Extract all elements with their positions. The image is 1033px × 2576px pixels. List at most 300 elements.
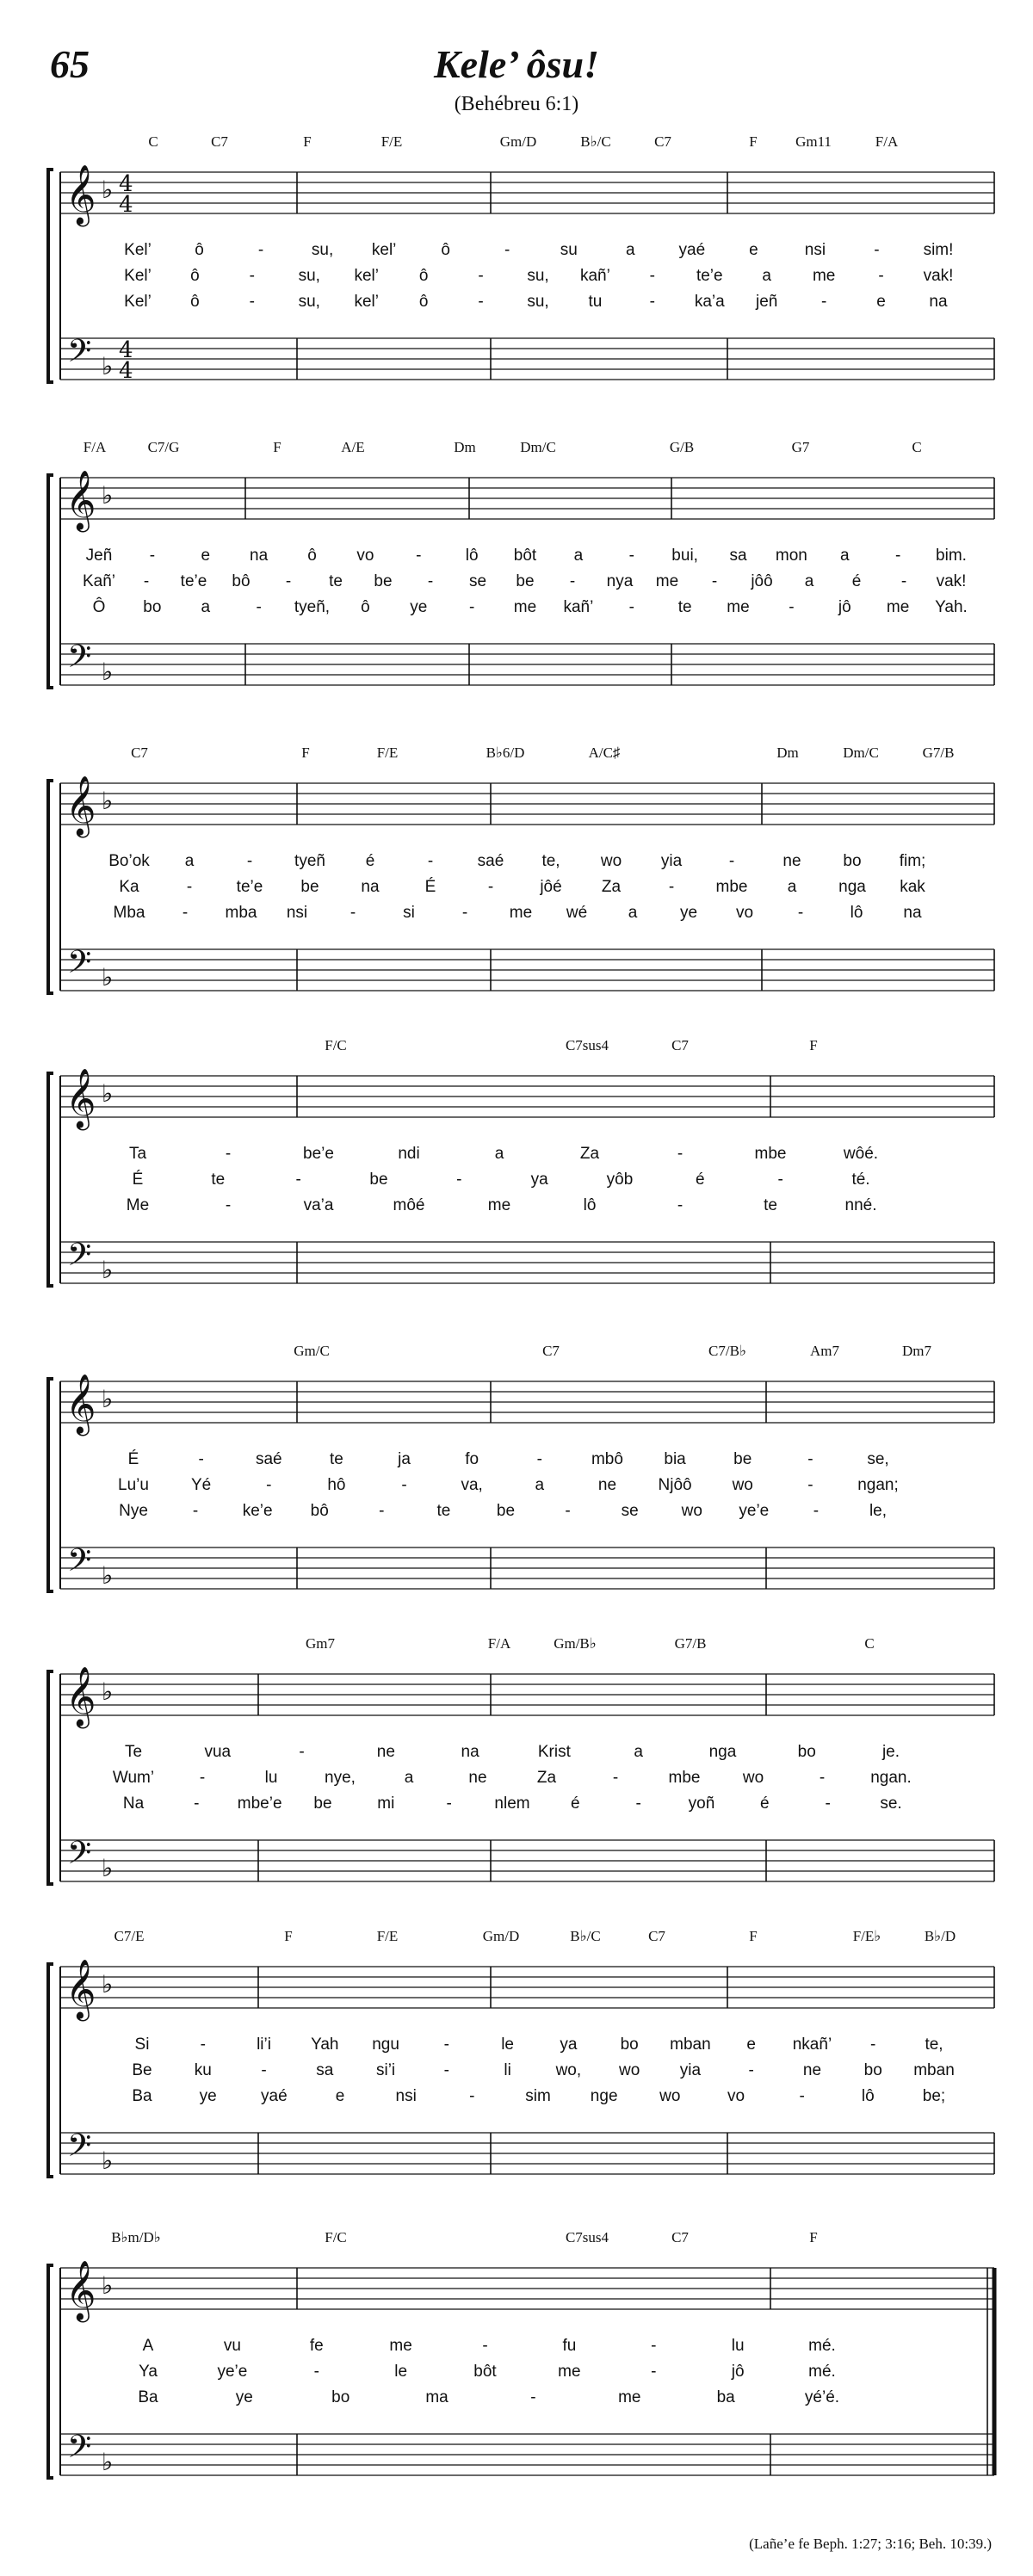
- syllable-hyphen: -: [182, 904, 189, 922]
- syllable-hyphen: -: [246, 852, 253, 870]
- lyric-syllable: Ô: [92, 598, 106, 616]
- lyric-syllable: le,: [869, 1502, 888, 1520]
- lyric-syllable: ye: [199, 2087, 217, 2105]
- lyric-syllable: e: [201, 547, 211, 565]
- syllable-hyphen: -: [530, 2388, 536, 2406]
- lyric-syllable: ô: [361, 598, 370, 616]
- lyric-syllable: le: [394, 2363, 408, 2381]
- chord-symbol: C7: [131, 744, 148, 761]
- lyric-syllable: ye: [235, 2388, 253, 2406]
- syllable-hyphen: -: [799, 2087, 805, 2105]
- lyric-syllable: nga: [838, 878, 866, 896]
- lyric-syllable: té.: [851, 1171, 870, 1189]
- hymn-number: 65: [50, 42, 90, 86]
- lyric-syllable: tyeñ: [294, 852, 325, 870]
- lyric-syllable: nkañ’: [792, 2035, 832, 2054]
- lyric-syllable: nsi: [804, 241, 826, 259]
- key-flat-icon: ♭: [102, 1970, 114, 1998]
- lyric-verse-3: [0, 904, 1033, 926]
- chord-symbol: F: [749, 1928, 758, 1944]
- lyric-syllable: sa: [316, 2061, 334, 2079]
- syllable-hyphen: -: [711, 572, 718, 590]
- lyric-syllable: me: [886, 598, 910, 616]
- syllable-hyphen: -: [186, 878, 193, 896]
- lyric-syllable: Bo’ok: [108, 852, 150, 870]
- syllable-hyphen: -: [446, 1795, 452, 1813]
- lyric-syllable: vo: [356, 547, 374, 565]
- lyric-syllable: va’a: [303, 1196, 334, 1214]
- lyric-syllable: É: [127, 1450, 139, 1468]
- lyric-syllable: É: [424, 878, 436, 896]
- lyric-syllable: fu: [562, 2337, 577, 2355]
- lyric-syllable: ka’a: [694, 293, 725, 311]
- syllable-hyphen: -: [149, 547, 156, 565]
- treble-clef-icon: 𝄞: [65, 1374, 96, 1434]
- lyric-syllable: ya: [560, 2035, 578, 2054]
- lyric-syllable: ne: [468, 1769, 487, 1787]
- lyric-syllable: Za: [579, 1145, 600, 1163]
- lyric-syllable: nya: [606, 572, 634, 590]
- key-flat-icon: ♭: [102, 787, 114, 815]
- lyric-syllable: wé: [566, 904, 588, 922]
- system-4: [0, 1037, 1033, 1313]
- lyric-syllable: te’e: [180, 572, 207, 590]
- lyric-syllable: a: [626, 241, 635, 259]
- treble-clef-icon: 𝄞: [65, 1959, 96, 2019]
- syllable-hyphen: -: [878, 267, 884, 285]
- lyric-syllable: mba: [225, 904, 257, 922]
- lyric-syllable: ja: [398, 1450, 411, 1468]
- key-flat-icon: ♭: [102, 1256, 114, 1284]
- chord-symbol: C7: [648, 1928, 665, 1944]
- lyric-syllable: le: [501, 2035, 515, 2054]
- lyric-syllable: ô: [195, 241, 204, 259]
- chord-symbol: C7sus4: [565, 1037, 609, 1053]
- lyric-syllable: tyeñ,: [294, 598, 331, 616]
- lyric-syllable: Za: [601, 878, 622, 896]
- lyric-syllable: ma: [425, 2388, 448, 2406]
- lyric-syllable: bo: [797, 1743, 816, 1761]
- lyric-syllable: Yé: [191, 1476, 212, 1494]
- lyric-syllable: ngan.: [870, 1769, 912, 1787]
- lyric-syllable: fe: [309, 2337, 324, 2355]
- lyric-syllable: me: [509, 904, 533, 922]
- lyric-syllable: ye: [410, 598, 428, 616]
- chord-symbol: F/E♭: [852, 1928, 881, 1944]
- lyric-syllable: e: [749, 241, 758, 259]
- lyric-syllable: vua: [204, 1743, 232, 1761]
- treble-clef-icon: 𝄞: [65, 164, 96, 225]
- lyric-syllable: ye’e: [217, 2363, 248, 2381]
- lyric-syllable: a: [787, 878, 797, 896]
- syllable-hyphen: -: [261, 2061, 267, 2079]
- lyric-syllable: lu: [731, 2337, 745, 2355]
- treble-clef-icon: 𝄞: [65, 1068, 96, 1128]
- lyric-syllable: ba: [716, 2388, 735, 2406]
- chord-symbol: F/C: [325, 2229, 347, 2246]
- lyric-verse-2: [0, 2363, 1033, 2385]
- chord-symbol: Gm/B♭: [554, 1635, 597, 1652]
- bass-clef-icon: 𝄢: [67, 1835, 92, 1879]
- lyric-syllable: su,: [527, 293, 549, 311]
- lyric-syllable: te: [329, 572, 343, 590]
- lyric-syllable: Me: [126, 1196, 150, 1214]
- bass-clef-icon: 𝄢: [67, 944, 92, 988]
- hymn-title: Kele’ ôsu!: [433, 42, 600, 86]
- lyric-syllable: su: [560, 241, 578, 259]
- lyric-syllable: sa: [729, 547, 747, 565]
- lyric-verse-1: [0, 2337, 1033, 2359]
- key-flat-icon: ♭: [102, 2271, 114, 2300]
- chord-symbol: Gm11: [795, 133, 832, 150]
- lyric-verse-3: [0, 598, 1033, 621]
- chord-symbol: F/E: [376, 744, 399, 761]
- lyric-syllable: ndi: [398, 1145, 420, 1163]
- lyric-syllable: a: [628, 904, 638, 922]
- lyric-syllable: lô: [850, 904, 863, 922]
- lyric-syllable: É: [132, 1171, 144, 1189]
- lyric-verse-1: [0, 1145, 1033, 1167]
- syllable-hyphen: -: [819, 1769, 826, 1787]
- lyric-syllable: ô: [418, 293, 429, 311]
- lyric-syllable: tu: [588, 293, 603, 311]
- lyric-syllable: Njôô: [658, 1476, 692, 1494]
- lyric-syllable: a: [535, 1476, 545, 1494]
- lyric-syllable: se: [621, 1502, 639, 1520]
- lyric-syllable: na: [250, 547, 269, 565]
- chord-symbol: C7: [671, 1037, 689, 1053]
- lyric-verse-3: [0, 293, 1033, 315]
- lyric-syllable: vu: [223, 2337, 241, 2355]
- syllable-hyphen: -: [266, 1476, 272, 1494]
- lyric-syllable: Yah.: [935, 598, 968, 616]
- lyric-syllable: su,: [298, 293, 320, 311]
- chord-symbol: F: [749, 133, 758, 150]
- key-flat-icon: ♭: [102, 1079, 114, 1108]
- syllable-hyphen: -: [199, 1769, 206, 1787]
- lyric-syllable: si’i: [375, 2061, 396, 2079]
- lyric-syllable: na: [929, 293, 948, 311]
- lyric-syllable: mbe: [668, 1769, 701, 1787]
- chord-symbol: Dm/C: [843, 744, 879, 761]
- syllable-hyphen: -: [379, 1502, 385, 1520]
- lyric-syllable: ne: [376, 1743, 395, 1761]
- lyric-syllable: me: [655, 572, 679, 590]
- lyric-verse-3: [0, 1502, 1033, 1524]
- syllable-hyphen: -: [469, 2087, 475, 2105]
- lyric-verse-2: [0, 572, 1033, 595]
- chord-symbol: B♭/C: [570, 1928, 601, 1944]
- syllable-hyphen: -: [612, 1769, 619, 1787]
- chord-symbol: F/A: [83, 439, 107, 455]
- lyric-syllable: é: [365, 852, 375, 870]
- chord-symbol: Gm7: [306, 1635, 335, 1652]
- lyric-syllable: te,: [925, 2035, 943, 2054]
- lyric-syllable: jô: [838, 598, 851, 616]
- chord-symbol: G7/B: [922, 744, 955, 761]
- lyric-syllable: yoñ: [688, 1795, 715, 1813]
- system-1: [0, 133, 1033, 409]
- lyric-syllable: bui,: [671, 547, 698, 565]
- chord-symbol: F: [301, 744, 310, 761]
- lyric-syllable: te’e: [696, 267, 723, 285]
- syllable-hyphen: -: [478, 267, 484, 285]
- syllable-hyphen: -: [677, 1145, 684, 1163]
- chord-symbol: F: [284, 1928, 293, 1944]
- bass-clef-icon: 𝄢: [67, 2128, 92, 2171]
- chord-symbol: Gm/D: [499, 133, 537, 150]
- lyric-syllable: a: [494, 1145, 504, 1163]
- system-6: [0, 1635, 1033, 1911]
- chord-symbol: C: [864, 1635, 875, 1652]
- syllable-hyphen: -: [478, 293, 484, 311]
- time-signature-icon: 4: [119, 358, 133, 384]
- lyric-syllable: me: [487, 1196, 511, 1214]
- chord-symbol: C7: [211, 133, 228, 150]
- syllable-hyphen: -: [728, 852, 735, 870]
- lyric-syllable: ô: [418, 267, 429, 285]
- lyric-syllable: bo: [620, 2035, 639, 2054]
- syllable-hyphen: -: [635, 1795, 641, 1813]
- syllable-hyphen: -: [482, 2337, 488, 2355]
- system-5: [0, 1343, 1033, 1618]
- lyric-syllable: Ya: [139, 2363, 158, 2381]
- chord-symbol: C7/B♭: [708, 1343, 746, 1359]
- lyric-syllable: be’e: [303, 1145, 334, 1163]
- lyric-verse-3: [0, 1795, 1033, 1817]
- lyric-syllable: sim!: [923, 241, 954, 259]
- lyric-syllable: be: [374, 572, 393, 590]
- lyric-verse-2: [0, 1476, 1033, 1498]
- key-flat-icon: ♭: [102, 2448, 114, 2476]
- chord-symbol: C7sus4: [565, 2229, 609, 2246]
- lyric-syllable: va,: [461, 1476, 483, 1494]
- bass-clef-icon: 𝄢: [67, 2429, 92, 2473]
- lyric-syllable: e: [335, 2087, 345, 2105]
- lyric-syllable: wo: [681, 1502, 702, 1520]
- system-8: [0, 2229, 1033, 2505]
- lyric-syllable: jeñ: [756, 293, 778, 311]
- lyric-syllable: e: [876, 293, 886, 311]
- syllable-hyphen: -: [461, 904, 468, 922]
- lyric-syllable: hô: [327, 1476, 346, 1494]
- bass-clef-icon: 𝄢: [67, 1542, 92, 1586]
- lyric-syllable: vak!: [936, 572, 967, 590]
- lyric-syllable: Kel’: [124, 293, 152, 311]
- lyric-verse-2: [0, 2061, 1033, 2084]
- lyric-syllable: bo: [863, 2061, 882, 2079]
- lyric-syllable: ye’e: [739, 1502, 770, 1520]
- syllable-hyphen: -: [649, 267, 656, 285]
- lyric-syllable: a: [762, 267, 771, 285]
- syllable-hyphen: -: [569, 572, 576, 590]
- chord-symbol: C7: [654, 133, 671, 150]
- lyric-syllable: te’e: [236, 878, 263, 896]
- lyric-syllable: mi: [377, 1795, 395, 1813]
- syllable-hyphen: -: [894, 547, 901, 565]
- lyric-syllable: yaé: [261, 2087, 288, 2105]
- lyric-syllable: te: [329, 1450, 343, 1468]
- lyric-syllable: be: [369, 1171, 388, 1189]
- syllable-hyphen: -: [192, 1502, 199, 1520]
- syllable-hyphen: -: [748, 2061, 754, 2079]
- chord-symbol: G7/B: [674, 1635, 707, 1652]
- lyric-syllable: a: [839, 547, 850, 565]
- lyric-syllable: wo: [742, 1769, 764, 1787]
- lyric-syllable: bo: [331, 2388, 350, 2406]
- lyric-verse-1: [0, 241, 1033, 263]
- lyric-syllable: nlem: [494, 1795, 530, 1813]
- lyric-syllable: nsi: [286, 904, 308, 922]
- chord-symbol: F: [273, 439, 281, 455]
- syllable-hyphen: -: [285, 572, 292, 590]
- chord-symbol: F/E: [376, 1928, 399, 1944]
- lyric-syllable: vo: [727, 2087, 745, 2105]
- lyric-syllable: Ba: [138, 2388, 158, 2406]
- lyric-syllable: mon: [775, 547, 807, 565]
- lyric-syllable: lu: [264, 1769, 278, 1787]
- key-flat-icon: ♭: [102, 1385, 114, 1413]
- lyric-syllable: te: [436, 1502, 451, 1520]
- lyric-verse-3: [0, 1196, 1033, 1219]
- key-flat-icon: ♭: [102, 658, 114, 686]
- lyric-syllable: ke’e: [242, 1502, 273, 1520]
- treble-clef-icon: 𝄞: [65, 1666, 96, 1727]
- lyric-syllable: Ba: [132, 2087, 152, 2105]
- lyric-syllable: mbe’e: [237, 1795, 282, 1813]
- lyric-syllable: mbe: [754, 1145, 787, 1163]
- lyric-syllable: Nye: [119, 1502, 148, 1520]
- lyric-syllable: mé.: [808, 2337, 836, 2355]
- lyric-syllable: kel’: [371, 241, 397, 259]
- lyric-syllable: li’i: [257, 2035, 271, 2054]
- chord-symbol: Gm/C: [294, 1343, 330, 1359]
- syllable-hyphen: -: [789, 598, 795, 616]
- syllable-hyphen: -: [198, 1450, 204, 1468]
- syllable-hyphen: -: [487, 878, 494, 896]
- key-flat-icon: ♭: [102, 2147, 114, 2175]
- system-3: [0, 744, 1033, 1020]
- syllable-hyphen: -: [257, 241, 264, 259]
- lyric-syllable: môé: [393, 1196, 425, 1214]
- lyric-syllable: Mba: [113, 904, 145, 922]
- lyric-syllable: te,: [541, 852, 560, 870]
- syllable-hyphen: -: [401, 1476, 407, 1494]
- key-flat-icon: ♭: [102, 1561, 114, 1590]
- lyric-syllable: kel’: [354, 293, 379, 311]
- syllable-hyphen: -: [870, 2035, 876, 2054]
- lyric-syllable: mbe: [715, 878, 748, 896]
- syllable-hyphen: -: [225, 1196, 232, 1214]
- chord-symbol: C: [912, 439, 922, 455]
- lyric-verse-1: [0, 1450, 1033, 1473]
- lyric-syllable: jô: [731, 2363, 745, 2381]
- syllable-hyphen: -: [194, 1795, 200, 1813]
- time-signature-icon: 4: [119, 337, 133, 363]
- lyric-syllable: é: [851, 572, 862, 590]
- lyric-syllable: ô: [307, 547, 317, 565]
- lyric-syllable: be: [496, 1502, 516, 1520]
- chord-symbol: F/C: [325, 1037, 347, 1053]
- chord-symbol: Dm: [454, 439, 476, 455]
- lyric-syllable: wôé.: [843, 1145, 879, 1163]
- syllable-hyphen: -: [807, 1476, 813, 1494]
- treble-clef-icon: 𝄞: [65, 2260, 96, 2320]
- chord-symbol: Dm: [776, 744, 799, 761]
- chord-symbol: C7/G: [147, 439, 180, 455]
- lyric-syllable: jôô: [751, 572, 773, 590]
- lyric-syllable: wo: [659, 2087, 681, 2105]
- lyric-syllable: ne: [802, 2061, 822, 2079]
- lyric-syllable: é: [571, 1795, 580, 1813]
- lyric-syllable: bia: [664, 1450, 686, 1468]
- lyric-verse-1: [0, 852, 1033, 874]
- lyric-syllable: bim.: [936, 547, 967, 565]
- lyric-syllable: kañ’: [579, 267, 610, 285]
- lyric-syllable: si: [403, 904, 415, 922]
- lyric-syllable: wo: [600, 852, 622, 870]
- lyric-verse-1: [0, 2035, 1033, 2058]
- chord-symbol: Am7: [810, 1343, 839, 1359]
- lyric-syllable: ngu: [372, 2035, 399, 2054]
- footer-reference: (Lañe’e fe Beph. 1:27; 3:16; Beh. 10:39.): [749, 2536, 992, 2552]
- lyric-syllable: lô: [861, 2087, 875, 2105]
- lyric-syllable: me: [389, 2337, 412, 2355]
- lyric-syllable: na: [903, 904, 922, 922]
- scripture-reference: (Behébreu 6:1): [454, 93, 579, 115]
- key-flat-icon: ♭: [102, 963, 114, 991]
- chord-symbol: C7/E: [114, 1928, 145, 1944]
- lyric-syllable: yia: [679, 2061, 702, 2079]
- bass-clef-icon: 𝄢: [67, 1237, 92, 1281]
- lyric-syllable: mé.: [808, 2363, 836, 2381]
- lyric-syllable: kel’: [354, 267, 379, 285]
- lyric-syllable: me: [727, 598, 750, 616]
- syllable-hyphen: -: [504, 241, 510, 259]
- lyric-syllable: me: [618, 2388, 641, 2406]
- key-flat-icon: ♭: [102, 352, 114, 380]
- chord-symbol: Dm7: [902, 1343, 931, 1359]
- syllable-hyphen: -: [427, 572, 434, 590]
- lyric-syllable: lô: [583, 1196, 597, 1214]
- chord-symbol: A/E: [341, 439, 365, 455]
- time-signature-icon: 4: [119, 192, 133, 218]
- lyric-syllable: wo: [732, 1476, 753, 1494]
- lyric-syllable: kañ’: [563, 598, 594, 616]
- lyric-syllable: kak: [900, 878, 925, 896]
- chord-symbol: B♭m/D♭: [111, 2229, 161, 2246]
- lyric-syllable: a: [634, 1743, 643, 1761]
- lyric-syllable: su,: [311, 241, 334, 259]
- lyric-syllable: nye,: [325, 1769, 356, 1787]
- chord-symbol: B♭/D: [924, 1928, 956, 1944]
- syllable-hyphen: -: [825, 1795, 831, 1813]
- lyric-syllable: ô: [190, 267, 200, 285]
- syllable-hyphen: -: [565, 1502, 571, 1520]
- lyric-syllable: ye: [679, 904, 698, 922]
- lyric-syllable: saé: [255, 1450, 282, 1468]
- lyric-syllable: li: [504, 2061, 511, 2079]
- lyric-syllable: nsi: [395, 2087, 417, 2105]
- lyric-syllable: a: [404, 1769, 414, 1787]
- lyric-verse-2: [0, 1769, 1033, 1791]
- lyric-syllable: sim: [525, 2087, 551, 2105]
- lyric-syllable: te: [677, 598, 692, 616]
- chord-symbol: F: [809, 1037, 818, 1053]
- lyric-syllable: te: [211, 1171, 226, 1189]
- lyric-syllable: be;: [922, 2087, 946, 2105]
- lyric-syllable: A: [142, 2337, 154, 2355]
